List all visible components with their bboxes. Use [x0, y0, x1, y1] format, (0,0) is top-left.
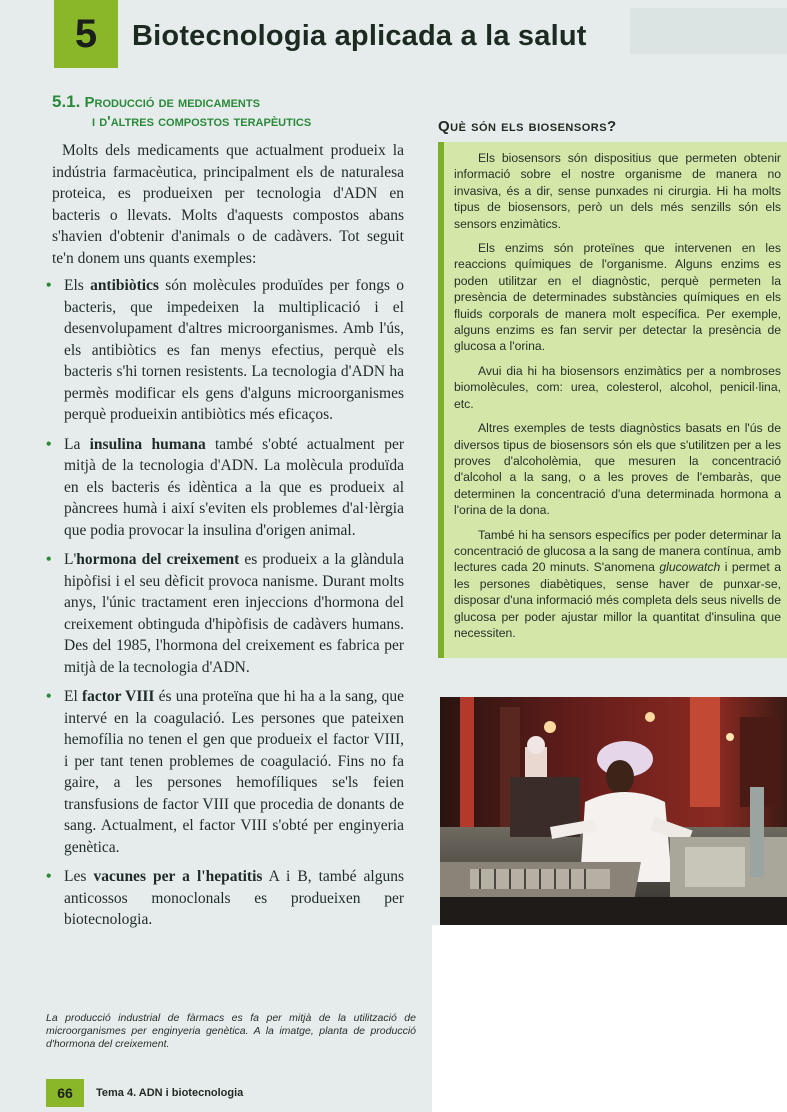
box-paragraph: Els enzims són proteïnes que intervenen en les reaccions químiques de l'organisme. Alguns enzims es poden utilitzar en el diagnòstic, perquè permeten la presència de determinades substàncies químiques en els fluids corporals de manera molt específica. Per exemple, alguns enzims es fan servir per detectar la presència de glucosa a l'orina. — [454, 241, 781, 354]
box-paragraph: Avui dia hi ha biosensors enzimàtics per a nombroses biomolècules, com: urea, colesterol, alcohol, penicil·lina, etc. — [454, 363, 781, 411]
term: factor VIII — [81, 688, 155, 705]
term: hormona del creixement — [76, 551, 240, 568]
box-paragraph: Els biosensors són dispositius que permeten obtenir informació sobre el nostre organisme de manera no invasiva, és a dir, sense punxades ni cirurgia. Hi ha molts tipus de biosensors, però un dels més senzills són els sensors enzimàtics. — [454, 151, 781, 231]
box-paragraph: També hi ha sensors específics per poder determinar la concentració de glucosa a la sang de manera contínua, amb lectures cada 20 minuts. S'anomena glucowatch i permet a les persones diabètiques, sense haver de punxar-se, disposar d'una informació més completa dels seus nivells de glucosa per poder ajustar millor la quantitat d'insulina que necessiten. — [454, 527, 781, 640]
bullet-icon: • — [46, 551, 52, 568]
main-column — [46, 140, 405, 939]
section-heading — [52, 92, 412, 131]
header-decoration — [630, 8, 787, 54]
section-title-line1: Producció de medicaments — [84, 94, 260, 111]
list-item: • Els antibiòtics són molècules produïdes per fongs o bacteris, que impedeixen la multiplicació i el desenvolupament d'altres microorganismes. Amb l'ús, els antibiòtics es fan menys efectius, perquè els bacteris s'hi tornen resistents. La tecnologia d'ADN ha permès modificar els gens d'alguns microorganismes perquè produeixin antibiòtics més eficaços. — [46, 277, 404, 423]
footer-text: Tema 4. ADN i biotecnologia — [96, 1087, 244, 1099]
examples-list — [46, 275, 405, 931]
page-margin — [432, 925, 787, 1112]
box-heading: Què són els biosensors? — [438, 118, 617, 135]
bullet-icon: • — [46, 688, 52, 705]
chapter-title: Biotecnologia aplicada a la salut — [132, 20, 587, 52]
section-title-line2: i d'altres compostos terapèutics — [92, 113, 312, 130]
chapter-number: 5 — [54, 0, 118, 68]
list-item: • Les vacunes per a l'hepatitis A i B, també alguns anticossos monoclonals es produeixen per biotecnologia. — [46, 868, 404, 928]
term: antibiòtics — [90, 277, 159, 294]
lab-photo — [440, 697, 787, 925]
section-number: 5.1. — [52, 92, 81, 111]
list-item: • La insulina humana també s'obté actualment per mitjà de la tecnologia d'ADN. La molècula produïda en els bacteris és idèntica a la que es produeix al pàncrees humà i així s'eviten els problemes d'al·lèrgia que podia provocar la insulina d'origen animal. — [46, 435, 404, 539]
intro-paragraph: Molts dels medicaments que actualment produeix la indústria farmacèutica, principalment els de naturalesa proteica, es produeixen per tecnologia d'ADN en bacteris o llevats. Molts d'aquests compostos abans s'havien d'obtenir d'animals o de cadàvers. Tot seguit te'n donem uns quants exemples: — [52, 142, 404, 267]
bullet-icon: • — [46, 277, 52, 294]
term: vacunes per a l'hepatitis — [93, 868, 263, 885]
factory-worker-image — [440, 697, 787, 925]
list-item: • L'hormona del creixement es produeix a la glàndula hipòfisi i el seu dèficit provoca nanisme. Durant molts anys, l'únic tractament eren injeccions d'hormona del creixement obtinguda d'hipòfisis de cadàvers humans. Des del 1985, l'hormona del creixement es fabrica per mitjà de la tecnologia d'ADN. — [46, 551, 404, 676]
bullet-icon: • — [46, 868, 52, 885]
box-paragraph: Altres exemples de tests diagnòstics basats en l'ús de diversos tipus de biosensors són els que s'utilitzen per a les proves d'alcoholèmia, que mesuren la concentració d'alcohol a la sang, o a les proves de l'embaràs, que determinen la concentració d'una determinada hormona a l'orina de la dona. — [454, 421, 781, 518]
list-item: • El factor VIII és una proteïna que hi ha a la sang, que intervé en la coagulació. Les persones que pateixen hemofília no tenen el gen que produeix el factor VIII, i per tant tenen problemes de coagulació. Fins no fa gaire, a les persones hemofíliques se'ls feien transfusions de factor VIII que procedia de donants de sang. Actualment, el factor VIII s'obté per enginyeria genètica. — [46, 688, 405, 856]
page-number: 66 — [46, 1079, 84, 1107]
photo-caption: La producció industrial de fàrmacs es fa per mitjà de la utilització de microorganismes per enginyeria genètica. A la imatge, planta de producció d'hormona del creixement. — [46, 1012, 416, 1050]
term: insulina humana — [89, 435, 206, 453]
biosensors-box — [438, 142, 787, 658]
bullet-icon: • — [46, 435, 52, 453]
